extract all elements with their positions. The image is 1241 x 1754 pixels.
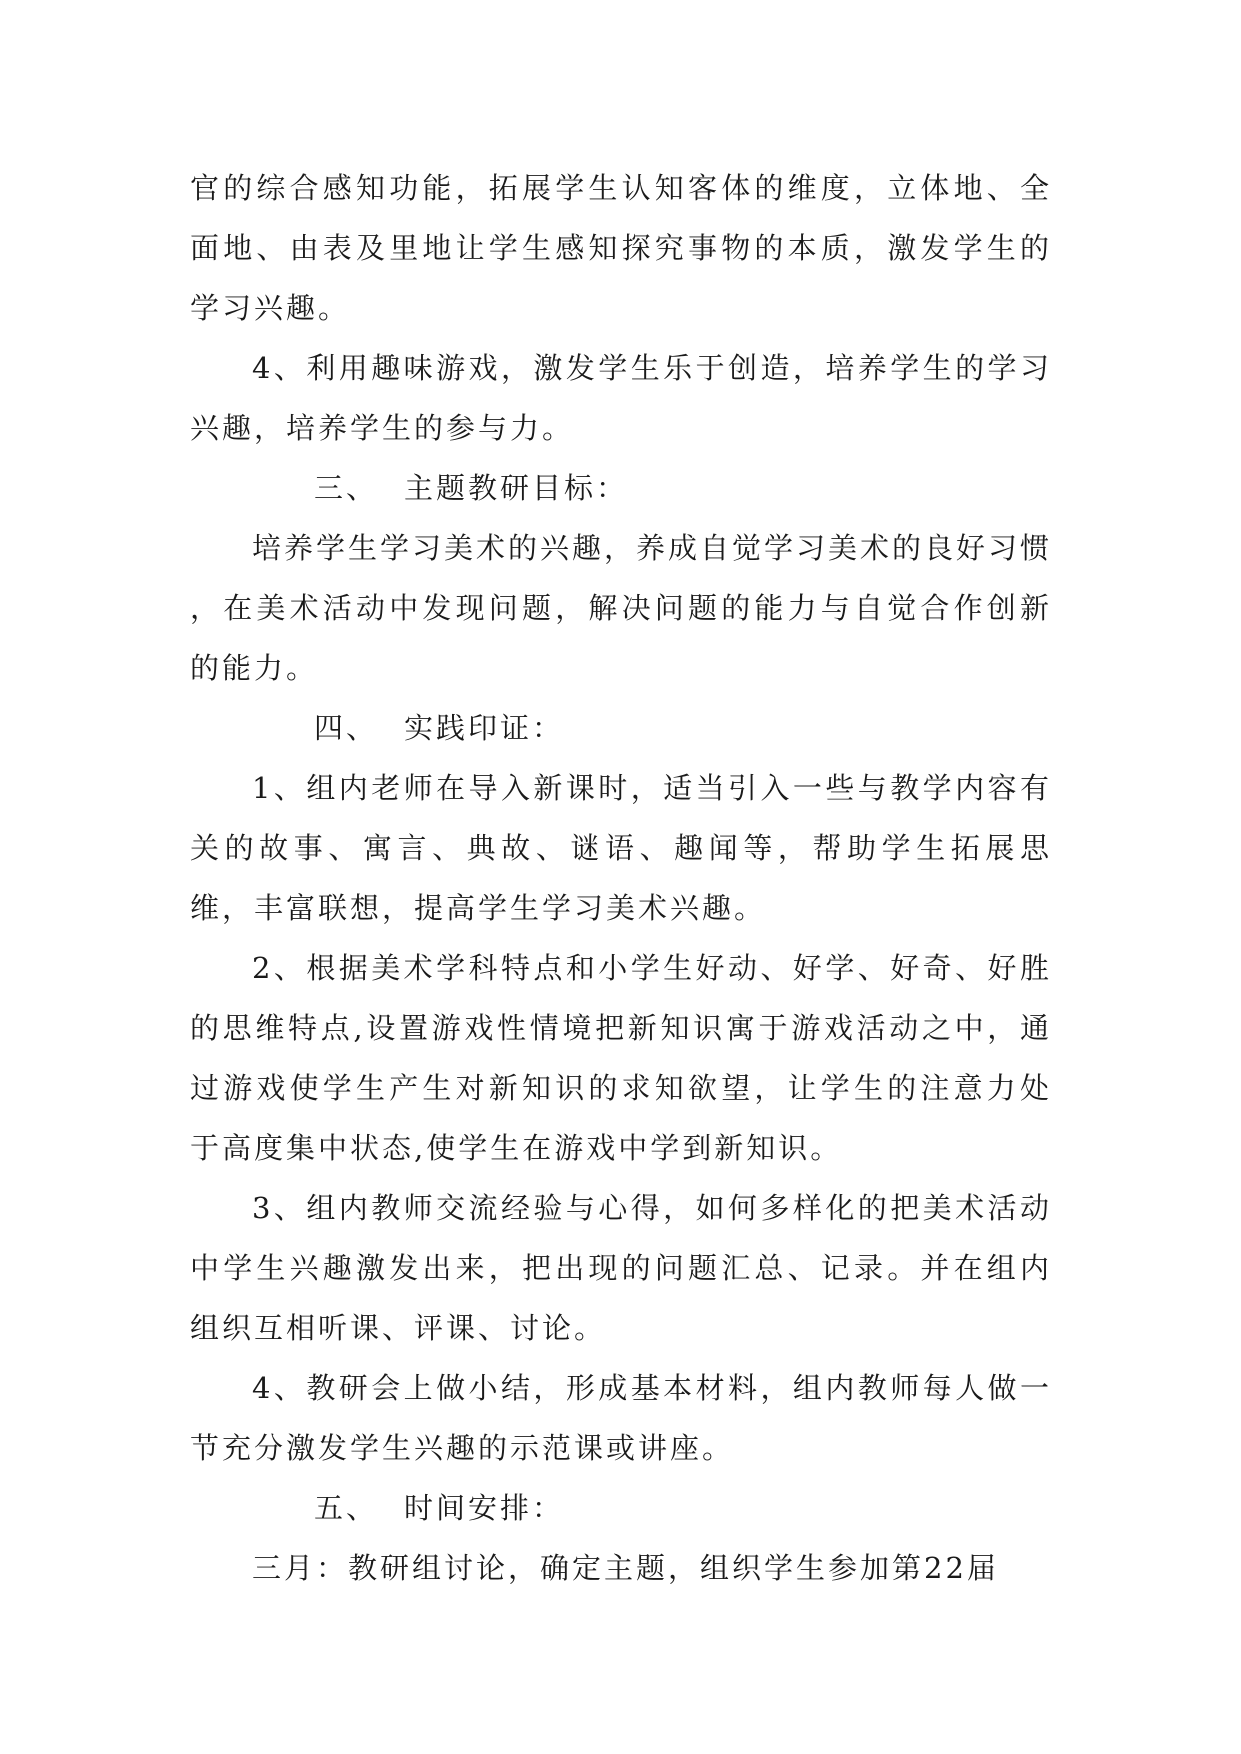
section-heading-5 bbox=[190, 1478, 1052, 1538]
section-number: 五、 bbox=[314, 1491, 379, 1525]
section-title: 实践印证： bbox=[404, 711, 565, 745]
list-item: 1、组内老师在导入新课时，适当引入一些与教学内容有关的故事、寓言、典故、谜语、趣闻等，帮助学生拓展思维，丰富联想，提高学生学习美术兴趣。 bbox=[190, 771, 1052, 925]
list-item: 4、教研会上做小结，形成基本材料，组内教师每人做一节充分激发学生兴趣的示范课或讲座。 bbox=[190, 1371, 1052, 1465]
section-3-body: 培养学生学习美术的兴趣，养成自觉学习美术的良好习惯 ，在美术活动中发现问题，解决问题的能力与自觉合作创新的能力。 bbox=[190, 531, 1053, 685]
section-heading-3 bbox=[190, 458, 1052, 518]
section-number: 三、 bbox=[314, 471, 379, 505]
section-number: 四、 bbox=[314, 711, 379, 745]
section-5-body: 三月：教研组讨论，确定主题，组织学生参加第22届 bbox=[252, 1551, 999, 1585]
list-item: 3、组内教师交流经验与心得，如何多样化的把美术活动中学生兴趣激发出来，把出现的问题汇总、记录。并在组内组织互相听课、评课、讨论。 bbox=[190, 1191, 1052, 1345]
list-item: 2、根据美术学科特点和小学生好动、好学、好奇、好胜的思维特点,设置游戏性情境把新知识寓于游戏活动之中，通过游戏使学生产生对新知识的求知欲望，让学生的注意力处于高度集中状态,使学生在游戏中学到新知识。 bbox=[190, 951, 1052, 1165]
section-heading-4 bbox=[190, 698, 1052, 758]
document-page bbox=[190, 158, 1052, 1598]
section-title: 主题教研目标： bbox=[404, 471, 629, 505]
section-title: 时间安排： bbox=[404, 1491, 565, 1525]
paragraph-item-4-games: 4、利用趣味游戏，激发学生乐于创造，培养学生的学习兴趣，培养学生的参与力。 bbox=[190, 351, 1052, 445]
paragraph-continuation: 官的综合感知功能，拓展学生认知客体的维度，立体地、全面地、由表及里地让学生感知探究事物的本质，激发学生的学习兴趣。 bbox=[190, 171, 1052, 325]
